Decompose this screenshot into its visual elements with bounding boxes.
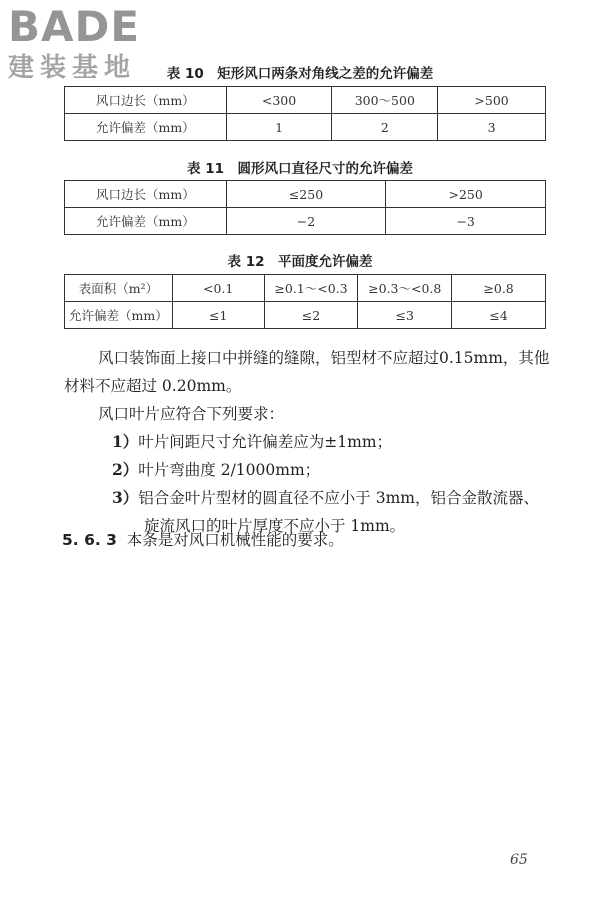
table-cell: ≥0.3～<0.8 [358, 275, 452, 302]
table-cell: 1 [226, 114, 332, 141]
table-cell: 2 [332, 114, 438, 141]
paragraph-joint-gap: 风口装饰面上接口中拼缝的缝隙，铝型材不应超过0.15mm，其他材料不应超过 0.20mm。 [64, 349, 550, 395]
table-cell: ≤250 [226, 181, 386, 208]
table-cell: >250 [386, 181, 546, 208]
page-number: 65 [510, 852, 528, 868]
table-cell: ≤3 [358, 302, 452, 329]
table-row [65, 114, 546, 141]
list-item-number: 1） [112, 432, 139, 451]
table-cell: <300 [226, 87, 332, 114]
table-cell: 允许偏差（mm） [65, 114, 227, 141]
table11-caption: 表 11 圆形风口直径尺寸的允许偏差 [187, 161, 413, 177]
table-cell: 风口边长（mm） [65, 87, 227, 114]
table12-caption: 表 12 平面度允许偏差 [227, 254, 373, 270]
table11 [64, 180, 546, 235]
table10 [64, 86, 546, 141]
table12 [64, 274, 546, 329]
table-cell: ≤1 [172, 302, 264, 329]
table10-caption: 表 10 矩形风口两条对角线之差的允许偏差 [166, 66, 434, 82]
table-cell: 允许偏差（mm） [65, 302, 173, 329]
table-row [65, 302, 546, 329]
list-item [112, 428, 552, 456]
table-cell: 表面积（m²） [65, 275, 173, 302]
table-cell: ≤4 [452, 302, 546, 329]
table-cell: ≥0.8 [452, 275, 546, 302]
list-item-text: 叶片间距尺寸允许偏差应为±1mm； [138, 433, 393, 451]
table-cell: 300～500 [332, 87, 438, 114]
table-cell: 风口边长（mm） [65, 181, 227, 208]
section-text: 本条是对风口机械性能的要求。 [126, 531, 344, 549]
paragraph-blade-requirements: 风口叶片应符合下列要求： [98, 405, 285, 423]
list-item-number: 2） [112, 460, 139, 479]
table-row [65, 87, 546, 114]
table-cell: ≥0.1～<0.3 [264, 275, 358, 302]
table-cell: ≤2 [264, 302, 358, 329]
table-cell: −2 [226, 208, 386, 235]
table-cell: 3 [438, 114, 546, 141]
table-cell: >500 [438, 87, 546, 114]
table-row [65, 275, 546, 302]
section-5-6-3 [62, 526, 550, 554]
list-item-number: 3） [112, 488, 139, 507]
watermark-latin: BADE [8, 2, 141, 51]
list-item-text: 叶片弯曲度 2/1000mm； [138, 461, 321, 479]
list-item [112, 456, 552, 484]
watermark-cn: 建装基地 [8, 53, 137, 83]
table-cell: 允许偏差（mm） [65, 208, 227, 235]
section-number: 5. 6. 3 [62, 531, 117, 549]
list-item-text: 铝合金叶片型材的圆直径不应小于 3mm，铝合金散流器、旋流风口的叶片厚度不应小于 1mm。 [138, 489, 539, 535]
table-cell: −3 [386, 208, 546, 235]
table-cell: <0.1 [172, 275, 264, 302]
table-row [65, 208, 546, 235]
table-row [65, 181, 546, 208]
